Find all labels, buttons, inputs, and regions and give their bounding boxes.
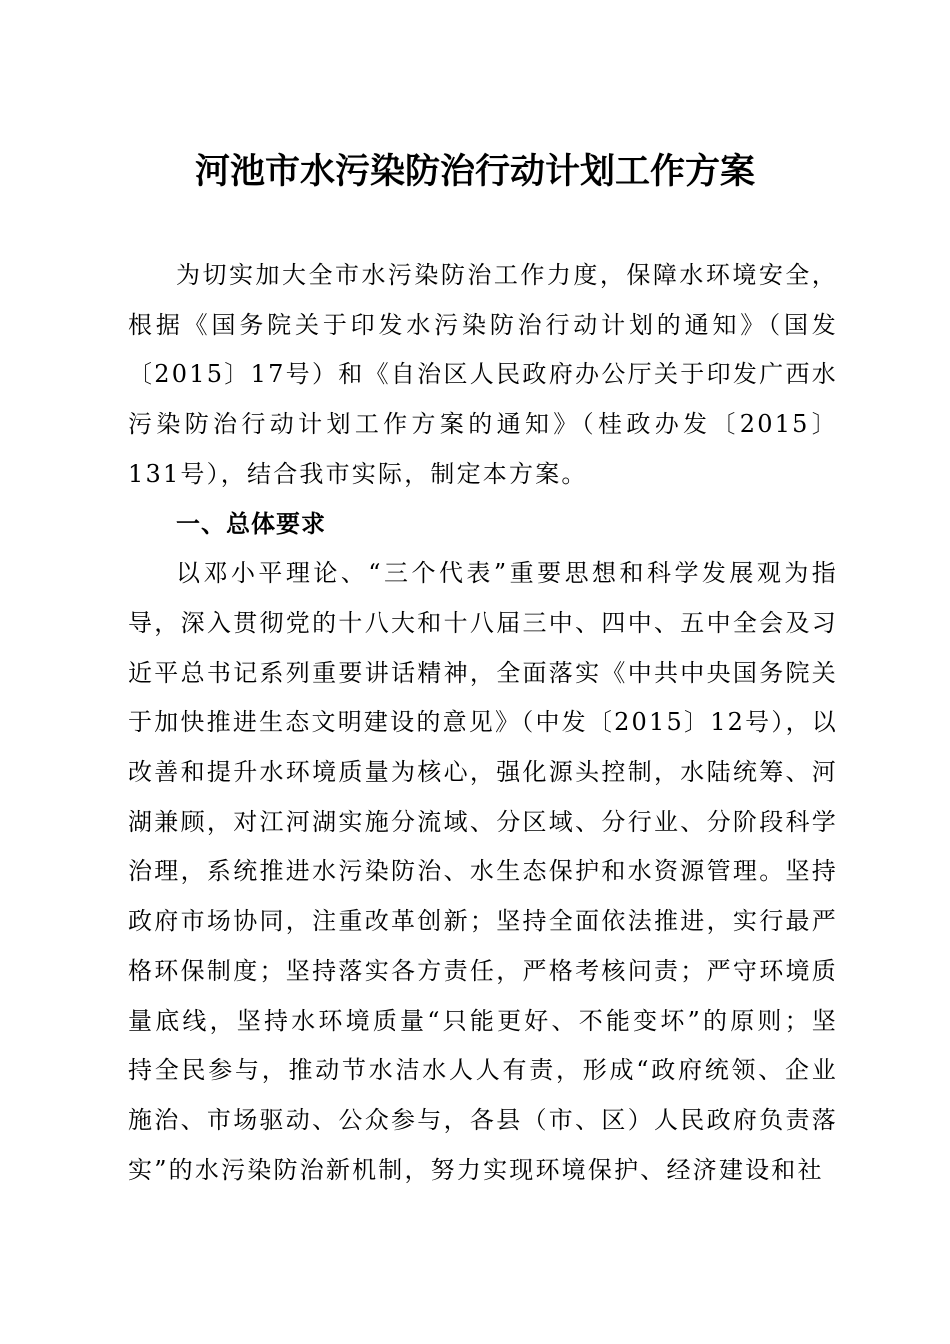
document-body (128, 251, 838, 1195)
document-title: 河池市水污染防治行动计划工作方案 (194, 151, 755, 192)
section-heading-general-requirements: 一、总体要求 (176, 509, 326, 538)
section-paragraph-general-requirements: 以邓小平理论、“三个代表”重要思想和科学发展观为指导，深入贯彻党的十八大和十八届三中、四中、五中全会及习近平总书记系列重要讲话精神，全面落实《中共中央国务院关于加快推进生态文明建设的意见》（中发〔2015〕12号），以改善和提升水环境质量为核心，强化源头控制，水陆统筹、河湖兼顾，对江河湖实施分流域、分区域、分行业、分阶段科学治理，系统推进水污染防治、水生态保护和水资源管理。坚持政府市场协同，注重改革创新；坚持全面依法推进，实行最严格环保制度；坚持落实各方责任，严格考核问责；严守环境质量底线，坚持水环境质量“只能更好、不能变坏”的原则；坚持全民参与，推动节水洁水人人有责，形成“政府统领、企业施治、市场驱动、公众参与，各县（市、区）人民政府负责落实”的水污染防治新机制，努力实现环境保护、经济建设和社 (128, 559, 838, 1184)
intro-paragraph: 为切实加大全市水污染防治工作力度，保障水环境安全，根据《国务院关于印发水污染防治行动计划的通知》（国发〔2015〕17号）和《自治区人民政府办公厅关于印发广西水污染防治行动计划工作方案的通知》（桂政办发〔2015〕131号），结合我市实际，制定本方案。 (128, 261, 838, 488)
